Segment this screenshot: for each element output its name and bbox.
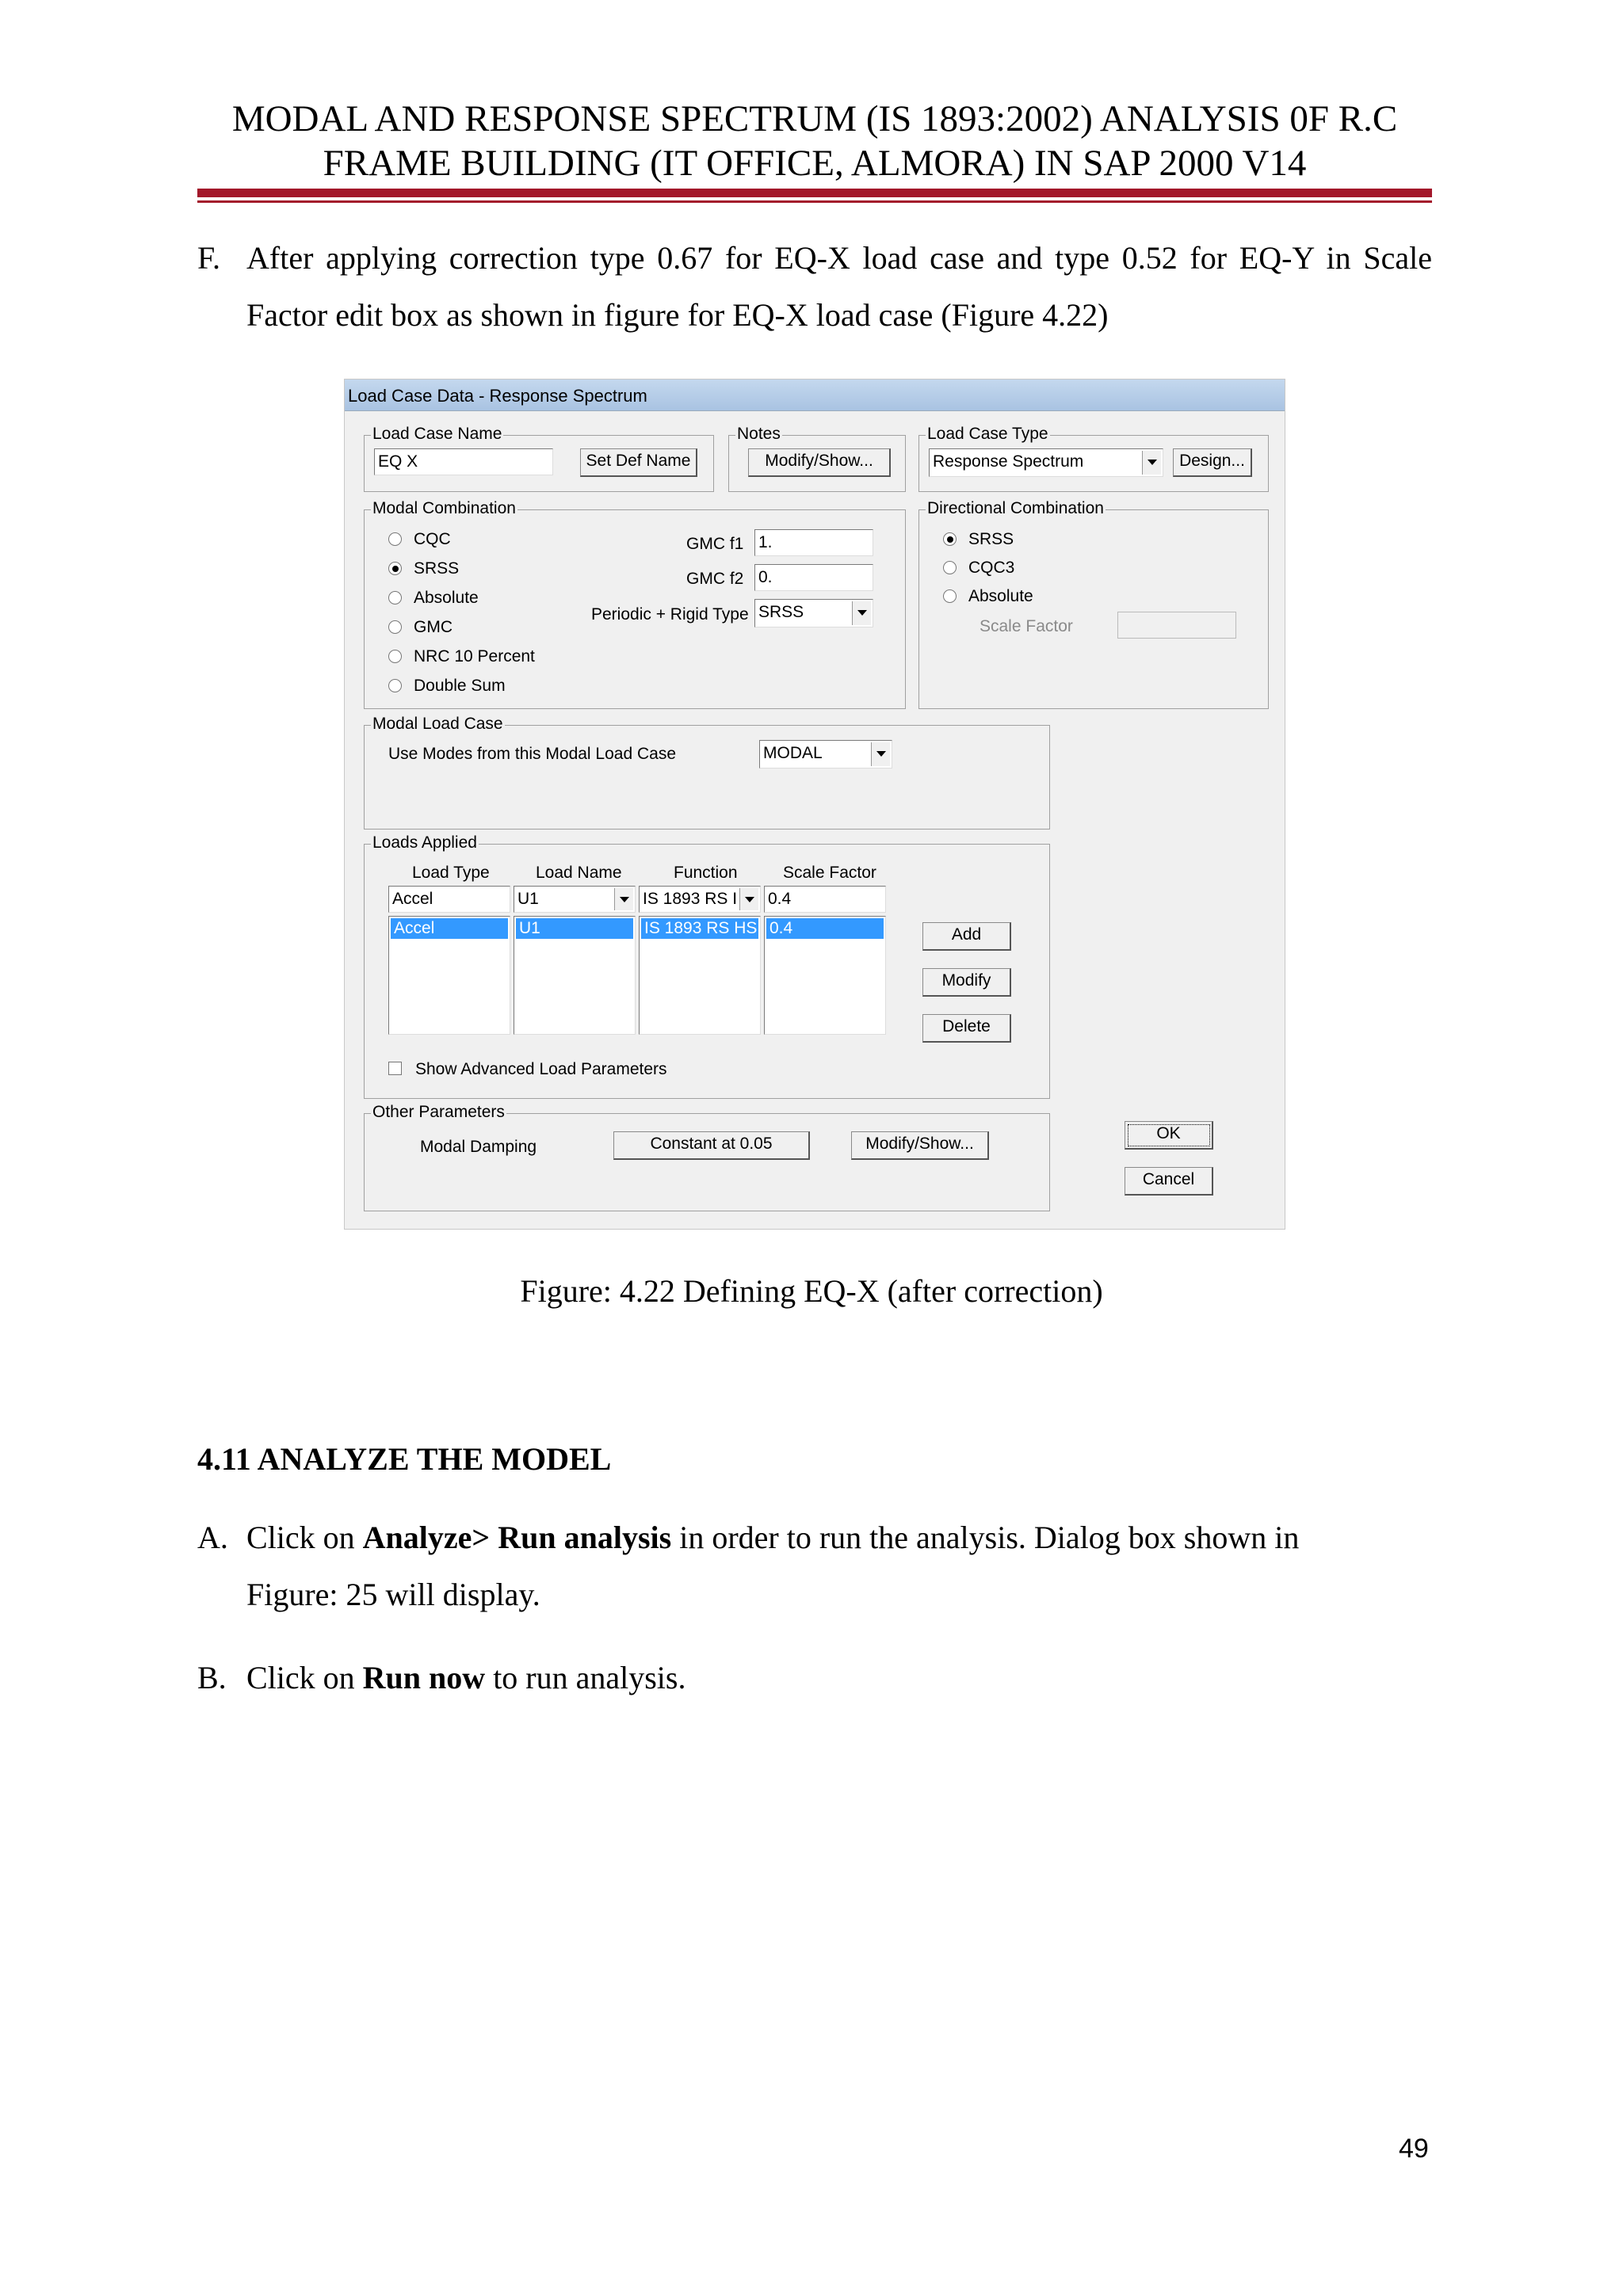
radio-cqc-label: CQC xyxy=(414,530,451,548)
modal-load-case-value: MODAL xyxy=(763,744,823,762)
edit-load-name-value: U1 xyxy=(517,890,539,908)
item-b-marker: B. xyxy=(197,1660,227,1695)
item-b-text xyxy=(246,1650,1432,1707)
load-case-name-group xyxy=(364,425,714,492)
other-parameters-label: Other Parameters xyxy=(372,1103,505,1121)
radio-double-sum[interactable] xyxy=(388,679,402,692)
load-case-name-input[interactable]: EQ X xyxy=(374,448,553,475)
gmc-f2-label: GMC f2 xyxy=(686,570,744,588)
header-rule-thin xyxy=(197,200,1432,203)
list-column-load-type[interactable] xyxy=(388,916,510,1035)
notes-group xyxy=(728,425,906,492)
directional-combination-group xyxy=(918,499,1269,709)
radio-absolute[interactable] xyxy=(388,591,402,605)
chevron-down-icon[interactable] xyxy=(852,601,871,625)
item-a-post: in order to run the analysis. Dialog box shown in Figure: 25 will display. xyxy=(246,1520,1300,1612)
load-case-type-label: Load Case Type xyxy=(927,425,1048,443)
list-item[interactable]: IS 1893 RS HS xyxy=(641,918,758,939)
item-f xyxy=(197,230,1432,344)
show-advanced-label: Show Advanced Load Parameters xyxy=(415,1060,667,1078)
delete-button[interactable]: Delete xyxy=(922,1014,1011,1043)
item-b xyxy=(197,1650,1432,1707)
section-heading: 4.11 ANALYZE THE MODEL xyxy=(197,1441,612,1477)
chevron-down-icon[interactable] xyxy=(614,888,633,910)
item-b-bold: Run now xyxy=(362,1660,486,1695)
item-a-bold: Analyze> Run analysis xyxy=(362,1520,672,1555)
item-b-post: to run analysis. xyxy=(485,1660,686,1695)
edit-load-type[interactable]: Accel xyxy=(388,886,510,913)
chevron-down-icon[interactable] xyxy=(739,888,758,910)
edit-scale-factor[interactable]: 0.4 xyxy=(764,886,886,913)
item-f-marker: F. xyxy=(197,240,221,276)
list-column-function[interactable] xyxy=(639,916,761,1035)
chevron-down-icon[interactable] xyxy=(871,742,890,766)
page-number: 49 xyxy=(1399,2134,1429,2164)
add-button[interactable]: Add xyxy=(922,922,1011,951)
gmc-f2-input[interactable]: 0. xyxy=(754,564,873,591)
design-button[interactable]: Design... xyxy=(1173,448,1252,477)
modify-button[interactable]: Modify xyxy=(922,968,1011,997)
load-case-type-value: Response Spectrum xyxy=(933,452,1084,471)
periodic-rigid-value: SRSS xyxy=(758,603,804,621)
figure-caption: Figure: 4.22 Defining EQ-X (after correction) xyxy=(520,1273,1103,1309)
show-advanced-checkbox[interactable] xyxy=(388,1062,402,1075)
col-header-load-name: Load Name xyxy=(536,864,622,882)
load-case-type-select[interactable] xyxy=(929,448,1163,477)
radio-double-sum-label: Double Sum xyxy=(414,677,506,695)
radio-nrc[interactable] xyxy=(388,650,402,663)
list-column-load-name[interactable] xyxy=(514,916,636,1035)
gmc-f1-input[interactable]: 1. xyxy=(754,529,873,556)
modal-load-case-select[interactable] xyxy=(759,740,892,769)
use-modes-label: Use Modes from this Modal Load Case xyxy=(388,745,676,763)
radio-dir-absolute-label: Absolute xyxy=(968,587,1033,605)
loads-applied-group xyxy=(364,833,1050,1099)
modal-combination-label: Modal Combination xyxy=(372,499,516,517)
item-b-pre: Click on xyxy=(246,1660,363,1695)
notes-modify-show-button[interactable]: Modify/Show... xyxy=(748,448,891,477)
modal-load-case-group xyxy=(364,715,1050,830)
dialog-title: Load Case Data - Response Spectrum xyxy=(348,386,647,406)
edit-load-name-select[interactable] xyxy=(514,886,636,913)
radio-dir-cqc3-label: CQC3 xyxy=(968,559,1015,577)
dialog-titlebar xyxy=(345,379,1285,411)
periodic-rigid-label: Periodic + Rigid Type xyxy=(591,605,749,624)
set-def-name-button[interactable]: Set Def Name xyxy=(580,448,697,477)
item-a xyxy=(197,1509,1432,1623)
ok-button[interactable]: OK xyxy=(1125,1121,1213,1150)
list-item[interactable]: U1 xyxy=(516,918,633,939)
directional-combination-label: Directional Combination xyxy=(927,499,1104,517)
list-column-scale-factor[interactable] xyxy=(764,916,886,1035)
header-rule-thick xyxy=(197,189,1432,197)
modal-combination-group xyxy=(364,499,906,709)
radio-gmc[interactable] xyxy=(388,620,402,634)
load-case-type-group xyxy=(918,425,1269,492)
item-a-pre: Click on xyxy=(246,1520,363,1555)
list-item[interactable]: Accel xyxy=(391,918,508,939)
radio-nrc-label: NRC 10 Percent xyxy=(414,647,535,666)
other-parameters-group xyxy=(364,1103,1050,1211)
header-line-2: FRAME BUILDING (IT OFFICE, ALMORA) IN SAP 2000 V14 xyxy=(323,143,1307,184)
radio-srss[interactable] xyxy=(388,562,402,575)
item-f-text: After applying correction type 0.67 for EQ-X load case and type 0.52 for EQ-Y in Scale Factor edit box as shown in figure for EQ-X load case (Figure 4.22) xyxy=(246,240,1432,333)
item-a-text xyxy=(246,1509,1356,1623)
list-item[interactable]: 0.4 xyxy=(766,918,884,939)
radio-dir-cqc3[interactable] xyxy=(943,561,957,574)
radio-gmc-label: GMC xyxy=(414,618,453,636)
gmc-f1-label: GMC f1 xyxy=(686,535,744,553)
radio-dir-srss[interactable] xyxy=(943,532,957,546)
loads-applied-label: Loads Applied xyxy=(372,833,477,852)
load-case-dialog xyxy=(344,379,1285,1230)
page-header xyxy=(197,97,1432,185)
header-line-1: MODAL AND RESPONSE SPECTRUM (IS 1893:2002) ANALYSIS 0F R.C xyxy=(231,98,1398,139)
damping-modify-show-button[interactable]: Modify/Show... xyxy=(851,1131,989,1160)
modal-damping-value: Constant at 0.05 xyxy=(613,1131,810,1160)
col-header-scale-factor: Scale Factor xyxy=(783,864,876,882)
notes-label: Notes xyxy=(737,425,781,443)
periodic-rigid-select[interactable] xyxy=(754,599,873,627)
radio-dir-srss-label: SRSS xyxy=(968,530,1014,548)
edit-function-value: IS 1893 RS I xyxy=(643,890,738,908)
radio-cqc[interactable] xyxy=(388,532,402,546)
chevron-down-icon[interactable] xyxy=(1142,451,1161,475)
modal-load-case-label: Modal Load Case xyxy=(372,715,503,733)
cancel-button[interactable]: Cancel xyxy=(1125,1167,1213,1196)
dir-scale-factor-input xyxy=(1117,612,1236,639)
radio-dir-absolute[interactable] xyxy=(943,589,957,603)
item-a-marker: A. xyxy=(197,1520,228,1555)
radio-absolute-label: Absolute xyxy=(414,589,479,607)
col-header-function: Function xyxy=(674,864,738,882)
col-header-load-type: Load Type xyxy=(412,864,490,882)
modal-damping-label: Modal Damping xyxy=(420,1138,537,1156)
dir-scale-factor-label: Scale Factor xyxy=(980,617,1073,635)
load-case-name-label: Load Case Name xyxy=(372,425,502,443)
radio-srss-label: SRSS xyxy=(414,559,460,578)
edit-function-select[interactable] xyxy=(639,886,761,913)
